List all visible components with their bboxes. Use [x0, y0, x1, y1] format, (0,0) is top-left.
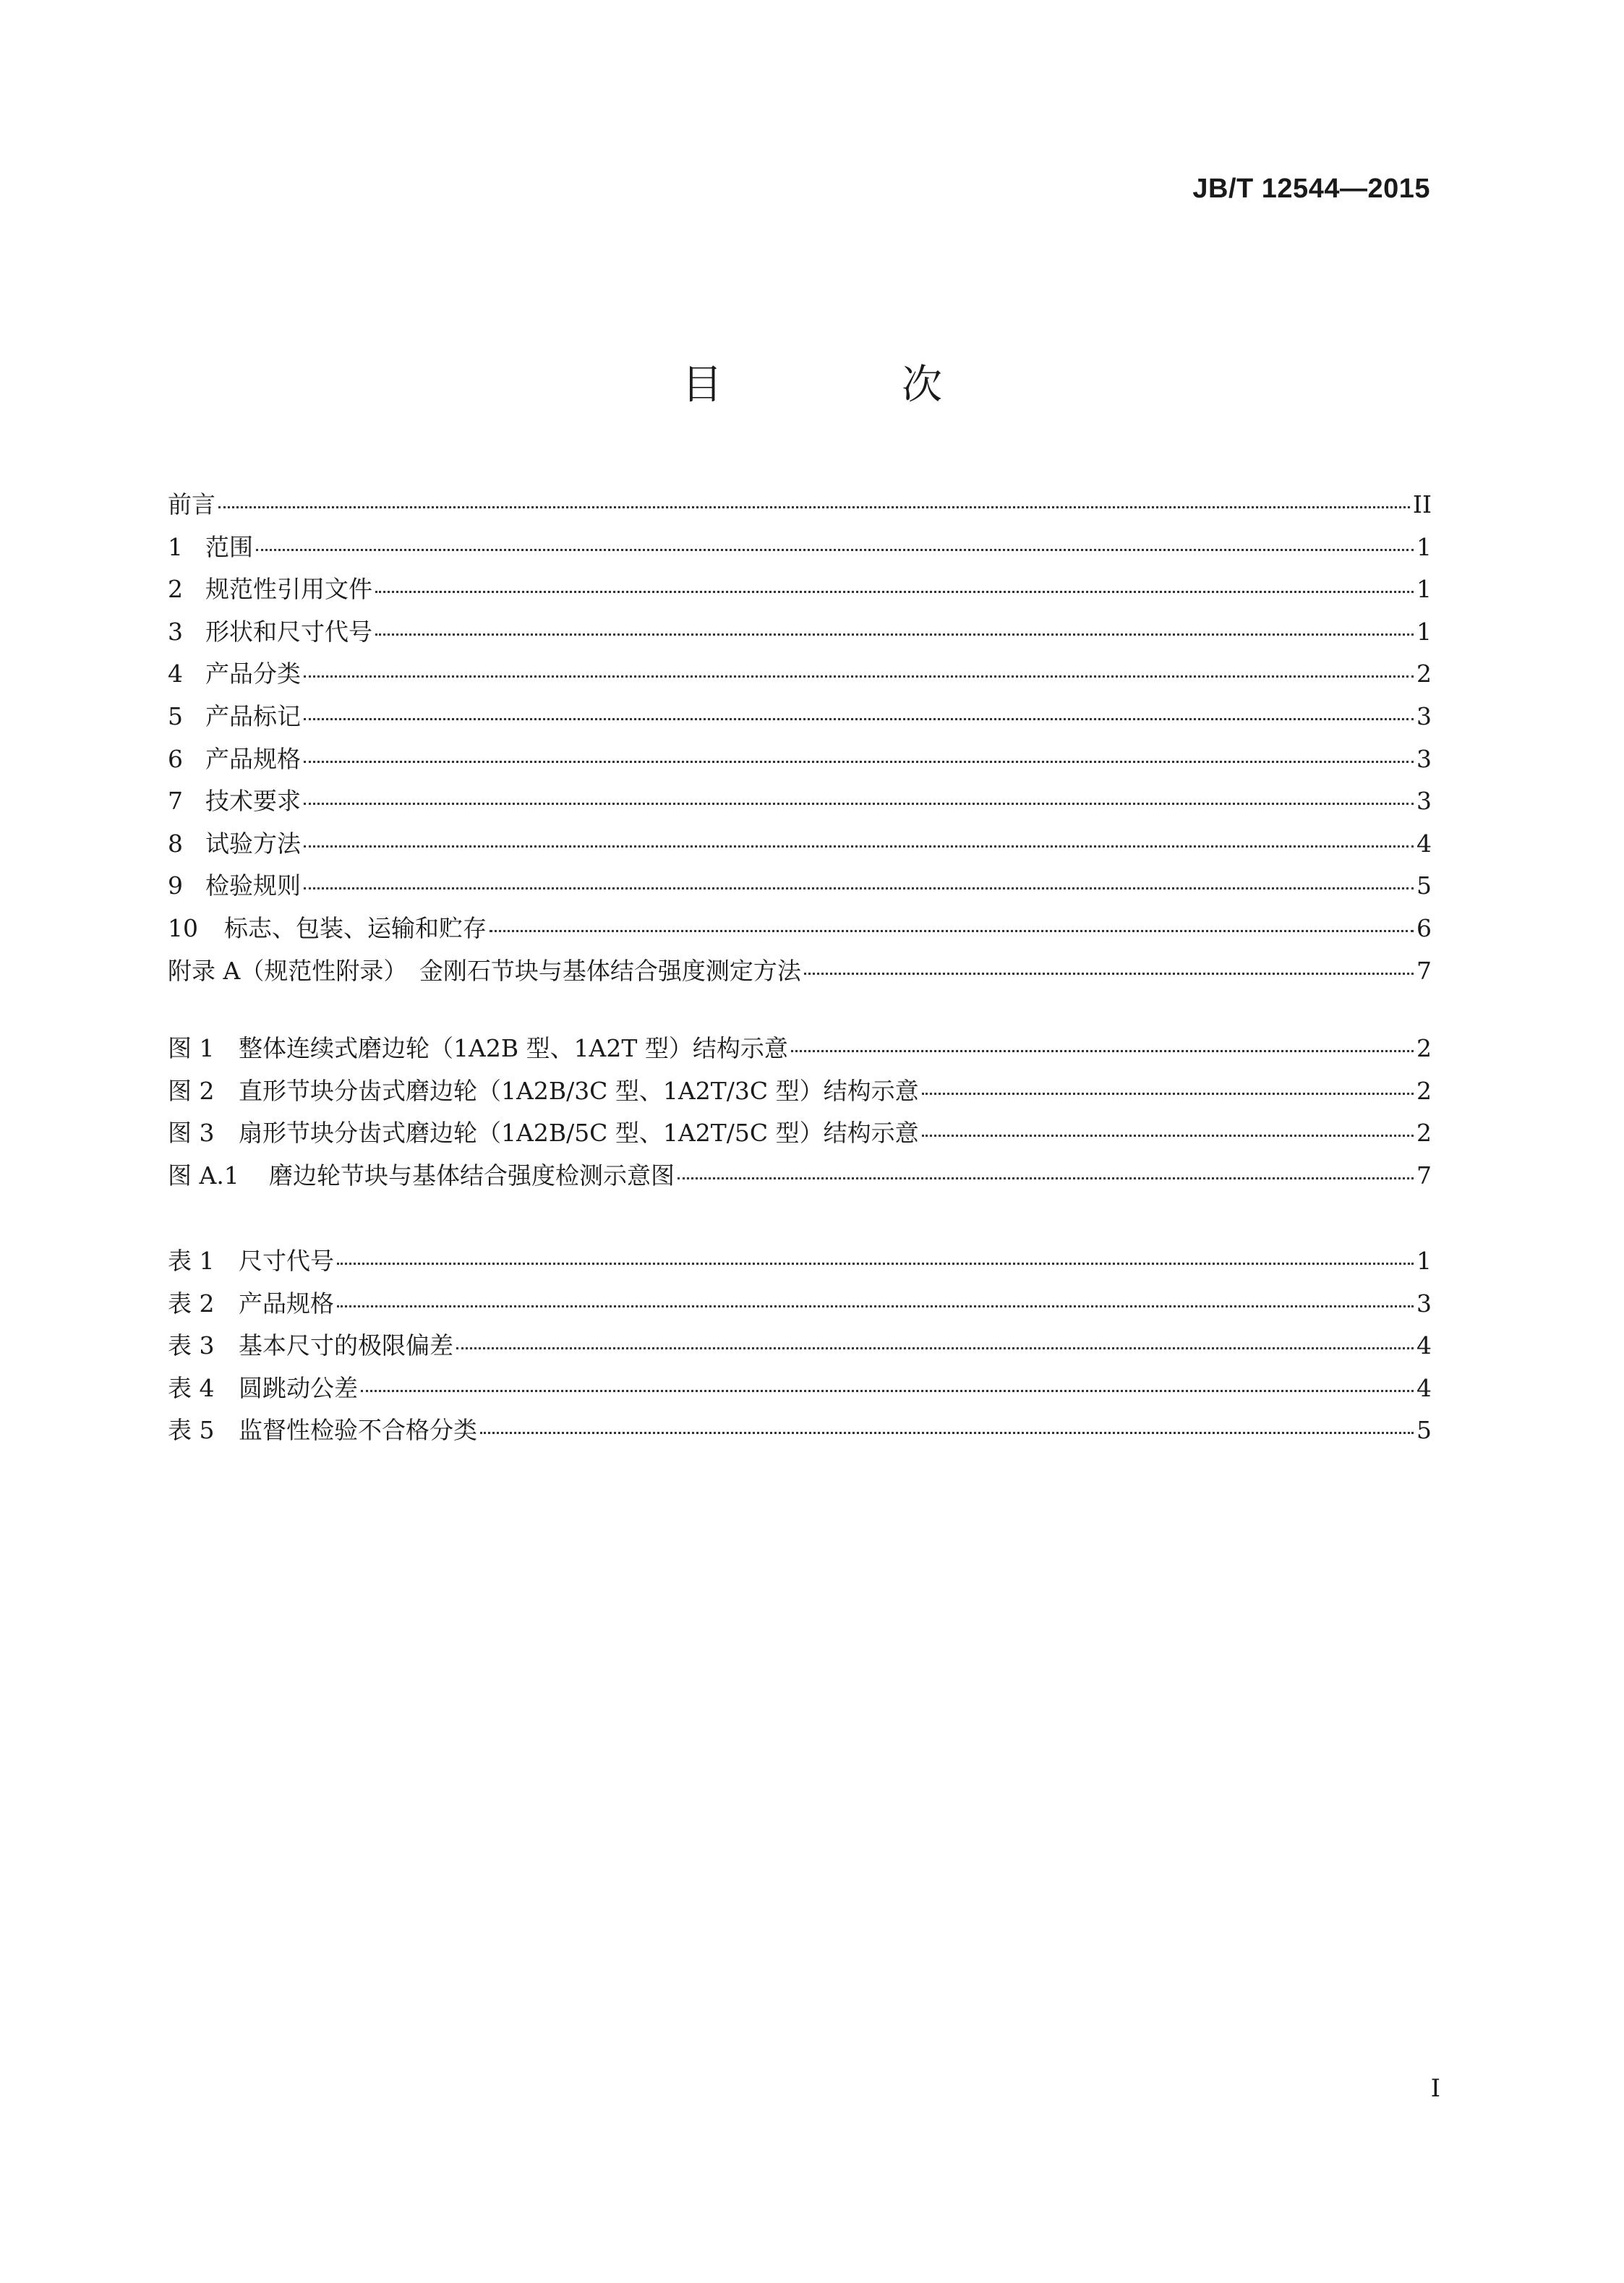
toc-leader-dots [361, 1390, 1414, 1392]
toc-figure-a1[interactable] [168, 1157, 1432, 1200]
toc-entry-page: 1 [1416, 532, 1432, 561]
toc-leader-dots [337, 1305, 1414, 1307]
toc-entry-number: 4 [168, 660, 183, 688]
toc-entry-page: 3 [1416, 787, 1432, 816]
toc-main [168, 486, 1432, 994]
toc-entry-number: 6 [168, 744, 183, 773]
toc-entry-page: II [1412, 490, 1432, 519]
toc-leader-dots [375, 633, 1414, 636]
toc-entry-number: 图 3 [168, 1119, 215, 1148]
toc-table-2[interactable] [168, 1285, 1432, 1328]
toc-entry-label: 附录 A（规范性附录） 金刚石节块与基体结合强度测定方法 [168, 956, 801, 985]
toc-leader-dots [218, 506, 1410, 508]
toc-entry-number: 图 1 [168, 1034, 215, 1062]
toc-entry-number: 表 1 [168, 1247, 215, 1275]
toc-leader-dots [375, 591, 1414, 593]
toc-figures [168, 1030, 1432, 1199]
toc-entry-page: 5 [1416, 1416, 1432, 1445]
toc-entry-page: 3 [1416, 1289, 1432, 1318]
toc-entry-text: 产品规格 [205, 744, 301, 773]
toc-entry-number: 10 [168, 913, 198, 942]
toc-entry-number: 2 [168, 575, 183, 604]
toc-leader-dots [256, 549, 1414, 551]
toc-entry-number: 5 [168, 701, 183, 730]
toc-entry-text: 磨边轮节块与基体结合强度检测示意图 [269, 1161, 675, 1190]
toc-leader-dots [304, 675, 1414, 678]
toc-table-4[interactable] [168, 1370, 1432, 1412]
toc-entry-number: 9 [168, 871, 183, 900]
toc-entry-text: 基本尺寸的极限偏差 [239, 1331, 453, 1360]
toc-entry-page: 2 [1416, 1076, 1432, 1105]
toc-entry-7[interactable] [168, 782, 1432, 825]
toc-entry-label [168, 655, 301, 689]
toc-figure-3[interactable] [168, 1114, 1432, 1157]
toc-entry-label [168, 571, 372, 605]
toc-entry-number: 图 2 [168, 1076, 215, 1105]
toc-entry-page: 4 [1416, 1331, 1432, 1360]
toc-leader-dots [791, 1050, 1414, 1052]
toc-entry-number: 图 A.1 [168, 1161, 239, 1190]
toc-leader-dots [304, 803, 1414, 805]
toc-entry-text: 产品分类 [205, 660, 301, 688]
toc-entry-label [168, 613, 372, 647]
toc-entry-text: 扇形节块分齿式磨边轮（1A2B/5C 型、1A2T/5C 型）结构示意 [239, 1119, 919, 1148]
toc-leader-dots [304, 845, 1414, 848]
toc-entry-10[interactable] [168, 910, 1432, 952]
toc-entry-label [168, 1242, 334, 1276]
toc-entry-1[interactable] [168, 529, 1432, 571]
toc-entry-label [168, 529, 253, 563]
toc-entry-page: 2 [1416, 660, 1432, 688]
toc-entry-text: 标志、包装、运输和贮存 [224, 913, 487, 942]
page-title: 目 次 [682, 362, 1012, 409]
toc-entry-5[interactable] [168, 698, 1432, 741]
toc-figure-2[interactable] [168, 1072, 1432, 1115]
toc-entry-label [168, 1370, 358, 1404]
toc-entry-label [168, 698, 301, 732]
toc-entry-2[interactable] [168, 571, 1432, 613]
toc-entry-page: 1 [1416, 1247, 1432, 1275]
toc-entry-label [168, 741, 301, 774]
toc-leader-dots [456, 1347, 1414, 1349]
toc-entry-number: 8 [168, 829, 183, 858]
toc-entry-8[interactable] [168, 825, 1432, 868]
toc-entry-text: 监督性检验不合格分类 [239, 1416, 477, 1445]
toc-table-1[interactable] [168, 1242, 1432, 1285]
toc-leader-dots [304, 761, 1414, 763]
toc-entry-page: 3 [1416, 744, 1432, 773]
toc-entry-text: 尺寸代号 [239, 1247, 334, 1275]
toc-entry-number: 表 2 [168, 1289, 215, 1318]
toc-entry-page: 1 [1416, 617, 1432, 646]
toc-entry-9[interactable] [168, 867, 1432, 910]
toc-entry-3[interactable] [168, 613, 1432, 656]
toc-entry-label [168, 1412, 477, 1446]
toc-entry-page: 4 [1416, 1373, 1432, 1402]
toc-entry-label [168, 910, 487, 944]
toc-leader-dots [804, 973, 1414, 975]
toc-entry-number: 3 [168, 617, 183, 646]
toc-entry-text: 检验规则 [205, 871, 301, 900]
toc-entry-label: 前言 [168, 490, 215, 519]
toc-entry-page: 7 [1416, 956, 1432, 985]
toc-leader-dots [304, 887, 1414, 889]
toc-entry-label [168, 1285, 334, 1319]
toc-figure-1[interactable] [168, 1030, 1432, 1072]
toc-leader-dots [304, 718, 1414, 720]
toc-entry-page: 7 [1416, 1161, 1432, 1190]
toc-entry-text: 范围 [205, 532, 253, 561]
toc-leader-dots [490, 930, 1414, 932]
toc-entry-text: 整体连续式磨边轮（1A2B 型、1A2T 型）结构示意 [239, 1034, 788, 1062]
toc-entry-label [168, 867, 301, 901]
toc-entry-page: 2 [1416, 1119, 1432, 1148]
toc-entry-label [168, 1072, 919, 1106]
toc-leader-dots [922, 1135, 1414, 1137]
toc-entry-6[interactable] [168, 741, 1432, 783]
toc-entry-label [168, 1327, 453, 1361]
toc-entry-number: 表 3 [168, 1331, 215, 1360]
toc-entry-label [168, 825, 301, 859]
toc-entry-number: 表 5 [168, 1416, 215, 1445]
toc-entry-page: 1 [1416, 575, 1432, 604]
toc-tables [168, 1242, 1432, 1454]
footer-page-number: I [1430, 2074, 1440, 2103]
toc-table-3[interactable] [168, 1327, 1432, 1370]
toc-entry-4[interactable] [168, 655, 1432, 698]
toc-leader-dots [922, 1093, 1414, 1095]
toc-entry-foreword[interactable] [168, 486, 1432, 529]
toc-entry-number: 7 [168, 787, 183, 816]
toc-entry-annex-a[interactable] [168, 952, 1432, 995]
toc-entry-number: 1 [168, 532, 183, 561]
toc-entry-text: 形状和尺寸代号 [205, 617, 372, 646]
toc-entry-label [168, 1114, 919, 1148]
toc-entry-page: 5 [1416, 871, 1432, 900]
toc-entry-label [168, 1030, 788, 1064]
toc-entry-text: 产品规格 [239, 1289, 334, 1318]
toc-leader-dots [337, 1263, 1414, 1265]
toc-entry-label [168, 1157, 675, 1191]
toc-entry-text: 试验方法 [205, 829, 301, 858]
toc-entry-text: 技术要求 [205, 787, 301, 816]
toc-table-5[interactable] [168, 1412, 1432, 1454]
toc-leader-dots [480, 1432, 1414, 1434]
toc-entry-number: 表 4 [168, 1373, 215, 1402]
toc-entry-page: 6 [1416, 913, 1432, 942]
toc-entry-text: 圆跳动公差 [239, 1373, 358, 1402]
toc-entry-text: 直形节块分齿式磨边轮（1A2B/3C 型、1A2T/3C 型）结构示意 [239, 1076, 919, 1105]
toc-entry-page: 2 [1416, 1034, 1432, 1062]
toc-entry-page: 3 [1416, 701, 1432, 730]
toc-entry-text: 规范性引用文件 [205, 575, 372, 604]
toc-entry-text: 产品标记 [205, 701, 301, 730]
toc-leader-dots [678, 1177, 1414, 1179]
toc-entry-page: 4 [1416, 829, 1432, 858]
toc-entry-label [168, 782, 301, 816]
standard-code: JB/T 12544—2015 [1192, 174, 1430, 204]
